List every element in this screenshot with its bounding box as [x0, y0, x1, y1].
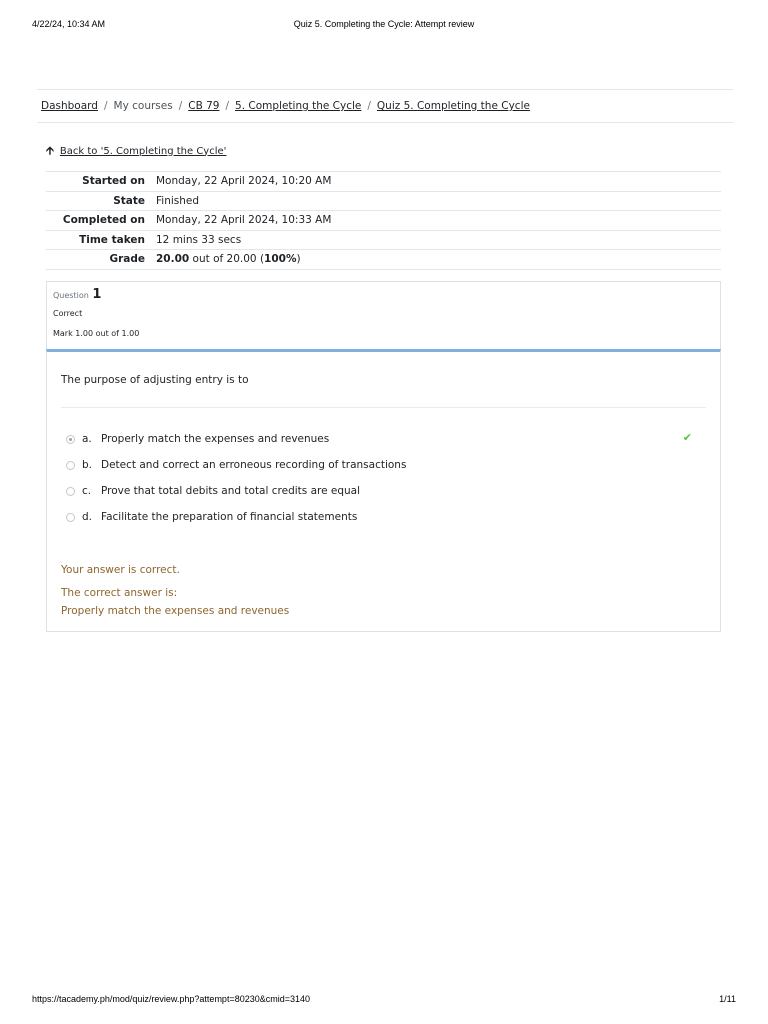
breadcrumb-course[interactable]: CB 79 — [188, 100, 220, 112]
breadcrumb-separator: / — [103, 100, 108, 112]
answer-feedback — [61, 561, 289, 620]
feedback-result: Your answer is correct. — [61, 564, 180, 576]
summary-row-time-taken — [46, 230, 721, 250]
print-datetime: 4/22/24, 10:34 AM — [32, 19, 106, 29]
summary-label: State — [113, 194, 145, 207]
answer-letter: a. — [82, 433, 92, 445]
question-text: The purpose of adjusting entry is to — [61, 374, 249, 386]
summary-label: Grade — [109, 253, 145, 266]
answer-option-a[interactable] — [61, 426, 706, 452]
question-mark: Mark 1.00 out of 1.00 — [53, 329, 140, 338]
answer-text: Properly match the expenses and revenues — [101, 433, 330, 445]
summary-label: Started on — [82, 175, 145, 188]
print-header — [0, 19, 768, 31]
answer-text: Detect and correct an erroneous recording of transactions — [101, 459, 407, 471]
summary-row-state — [46, 191, 721, 211]
grade-outof: out of 20.00 ( — [189, 253, 265, 266]
radio-button[interactable] — [66, 513, 75, 522]
radio-button-selected[interactable] — [66, 435, 75, 444]
question-number — [53, 287, 101, 302]
answer-option-b[interactable] — [61, 452, 706, 478]
breadcrumb-dashboard[interactable]: Dashboard — [41, 100, 98, 112]
answer-letter: b. — [82, 459, 93, 471]
feedback-correct-label: The correct answer is: — [61, 587, 178, 599]
attempt-summary-table — [46, 171, 721, 270]
answer-option-c[interactable] — [61, 478, 706, 504]
answer-letter: c. — [82, 485, 92, 497]
print-url: https://tacademy.ph/mod/quiz/review.php?attempt=80230&cmid=3140 — [32, 994, 311, 1004]
breadcrumb-separator: / — [178, 100, 183, 112]
breadcrumb-section[interactable]: 5. Completing the Cycle — [235, 100, 362, 112]
question-info-panel — [46, 281, 721, 349]
summary-row-completed — [46, 211, 721, 231]
checkmark-icon: ✔ — [682, 431, 692, 444]
answer-letter: d. — [82, 511, 93, 523]
summary-label: Completed on — [62, 214, 145, 227]
print-page-number: 1/11 — [719, 994, 736, 1004]
back-link-label: Back to '5. Completing the Cycle' — [59, 145, 227, 157]
answer-option-d[interactable] — [61, 504, 706, 530]
summary-value: Finished — [156, 194, 200, 207]
answer-text: Prove that total debits and total credits are equal — [101, 485, 361, 497]
arrow-up-icon: 🡩 — [46, 143, 54, 157]
question-content — [46, 349, 721, 632]
radio-button[interactable] — [66, 487, 75, 496]
summary-row-grade — [46, 250, 721, 270]
breadcrumb-my-courses: My courses — [113, 100, 173, 112]
summary-label: Time taken — [79, 233, 145, 246]
answer-text: Facilitate the preparation of financial statements — [101, 511, 358, 523]
question-divider — [61, 407, 706, 408]
breadcrumb-quiz[interactable]: Quiz 5. Completing the Cycle — [376, 100, 530, 112]
grade-value — [156, 250, 721, 270]
print-title: Quiz 5. Completing the Cycle: Attempt review — [293, 19, 475, 29]
grade-score: 20.00 — [156, 253, 190, 266]
breadcrumb-separator: / — [225, 100, 230, 112]
summary-row-started — [46, 172, 721, 192]
print-footer — [0, 994, 768, 1006]
summary-value: 12 mins 33 secs — [156, 233, 242, 246]
question-prefix: Question — [53, 291, 89, 300]
summary-value: Monday, 22 April 2024, 10:33 AM — [156, 214, 332, 227]
question-state: Correct — [53, 309, 83, 318]
back-to-section-link[interactable] — [46, 143, 226, 159]
feedback-correct-answer: Properly match the expenses and revenues — [61, 605, 290, 617]
grade-percent: 100% — [264, 253, 297, 266]
grade-close: ) — [296, 253, 301, 266]
summary-value: Monday, 22 April 2024, 10:20 AM — [156, 175, 332, 188]
breadcrumb — [37, 89, 733, 123]
radio-button[interactable] — [66, 461, 75, 470]
answer-list — [61, 426, 706, 530]
question-number-value: 1 — [92, 287, 102, 302]
breadcrumb-separator: / — [367, 100, 371, 112]
